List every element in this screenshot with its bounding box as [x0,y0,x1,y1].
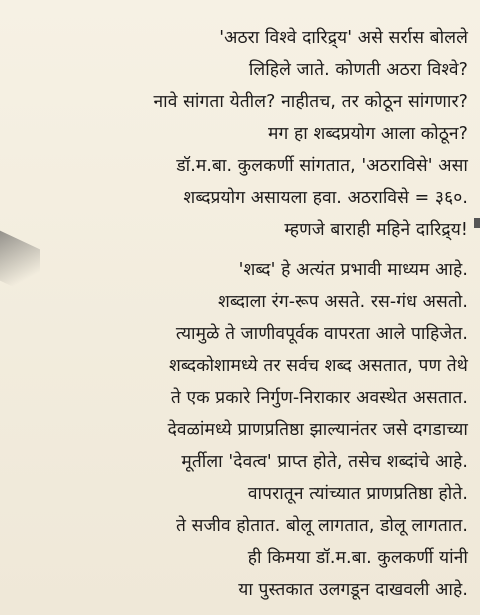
text-line: ते एक प्रकारे निर्गुण-निराकार अवस्थेत असतात. [170,388,468,408]
text-line: ते सजीव होतात. बोलू लागतात, डोलू लागतात. [175,516,468,536]
text-line: वापरातून त्यांच्यात प्राणप्रतिष्ठा होते. [247,484,468,504]
text-line: 'अठरा विश्वे दारिद्र्य' असे सर्रास बोलले [219,28,468,48]
text-line: मग हा शब्दप्रयोग आला कोठून? [268,124,468,144]
text-line: नावे सांगता येतील? नाहीतच, तर कोठून सांगणार? [153,92,468,112]
text-line: मूर्तीला 'देवत्व' प्राप्त होते, तसेच शब्दांचे आहे. [181,452,468,472]
text-line: त्यामुळे ते जाणीवपूर्वक वापरता आले पाहिजेत. [175,324,468,344]
text-line: डॉ.म.बा. कुलकर्णी सांगतात, 'अठराविसे' असा [176,156,468,176]
text-line: शब्दाला रंग-रूप असते. रस-गंध असतो. [217,292,468,312]
text-line: या पुस्तकात उलगडून दाखवली आहे. [238,580,468,600]
text-line: शब्दकोशामध्ये तर सर्वच शब्द असतात, पण तेथे [168,356,468,376]
text-line: 'शब्द' हे अत्यंत प्रभावी माध्यम आहे. [238,260,468,280]
text-line: ही किमया डॉ.म.बा. कुलकर्णी यांनी [247,548,468,568]
text-line: लिहिले जाते. कोणती अठरा विश्वे? [248,60,468,80]
text-line: म्हणजे बाराही महिने दारिद्र्य! [284,220,468,240]
text-line: देवळांमध्ये प्राणप्रतिष्ठा झाल्यानंतर जसे दगडाच्या [167,420,468,440]
text-line: शब्दप्रयोग असायला हवा. अठराविसे = ३६०. [183,188,468,208]
